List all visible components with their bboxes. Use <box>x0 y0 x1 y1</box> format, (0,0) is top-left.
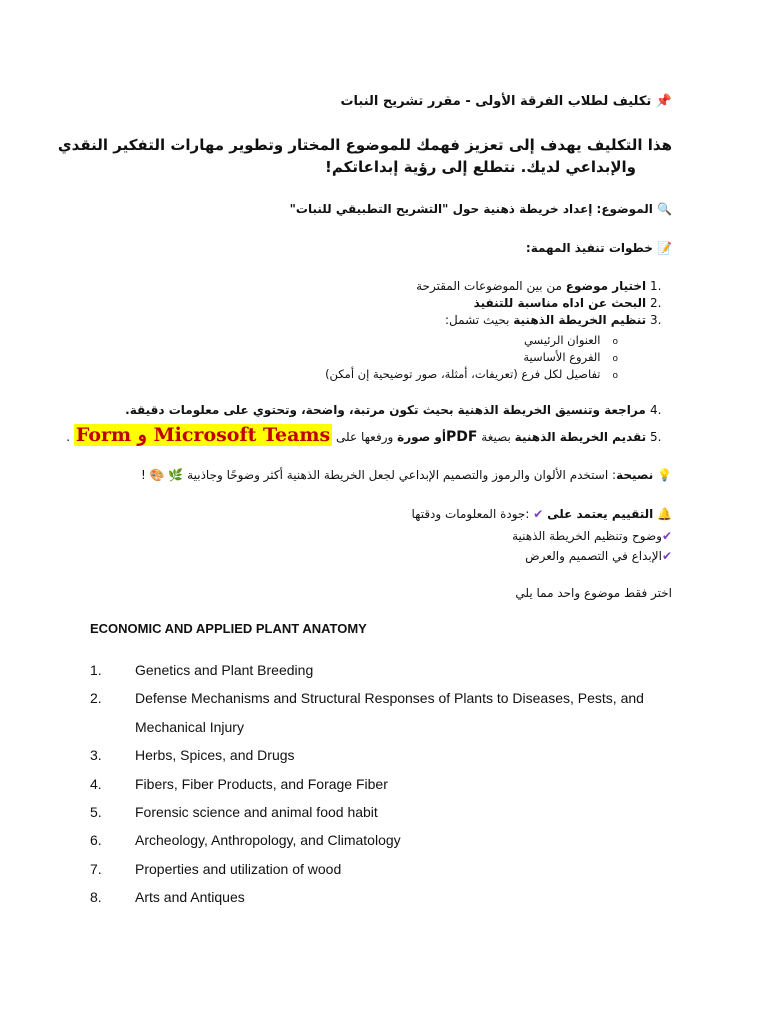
evaluation-line <box>412 507 672 521</box>
list-item: 7. Properties and utilization of wood <box>90 860 342 877</box>
evaluation-first: :جودة المعلومات ودقتها <box>411 507 530 521</box>
pdf-label: PDF <box>446 429 478 445</box>
circle-bullet-icon: o <box>612 337 618 347</box>
intro-line-1: هذا التكليف يهدف إلى تعزيز فهمك للموضوع المختار وتطوير مهارات التفكير النقدي <box>57 136 672 154</box>
list-item: 5. Forensic science and animal food habit <box>90 804 378 821</box>
step-4 <box>125 403 672 417</box>
steps-heading <box>526 241 672 255</box>
evaluation-label: التقييم يعتمد على <box>547 507 654 521</box>
steps-heading-text: خطوات تنفيذ المهمة: <box>525 241 653 255</box>
step-1 <box>416 279 672 293</box>
list-item: 1. Genetics and Plant Breeding <box>90 662 314 678</box>
step-number: .2 <box>650 296 662 310</box>
section-heading: ECONOMIC AND APPLIED PLANT ANATOMY <box>90 621 367 636</box>
intro-line-2: والإبداعي لديك. نتطلع إلى رؤية إبداعاتكم! <box>325 158 636 176</box>
step-number: .1 <box>650 279 662 293</box>
step-rest: بحيث تشمل: <box>445 313 514 327</box>
choose-instruction: اختر فقط موضوع واحد مما يلي <box>515 586 672 600</box>
list-item: 8. Arts and Antiques <box>90 889 245 906</box>
checkmark-icon: ✔ <box>533 507 544 521</box>
evaluation-item: ✔الإبداع في التصميم والعرض <box>525 549 672 563</box>
tip-text: : استخدم الألوان والرموز والتصميم الإبداعي لجعل الخريطة الذهنية أكثر وضوحًا وجاذبية 🌿 🎨 ! <box>141 468 617 482</box>
sub-item: oالفروع الأساسية <box>523 350 618 364</box>
circle-bullet-icon: o <box>612 354 618 364</box>
step-number: .5 <box>650 430 662 444</box>
list-item: 6. Archeology, Anthropology, and Climatology <box>90 832 401 849</box>
step-2 <box>474 296 672 310</box>
topic-line <box>290 202 672 216</box>
evaluation-item: ✔وضوح وتنظيم الخريطة الذهنية <box>512 529 672 543</box>
list-item: 2. Defense Mechanisms and Structural Responses of Plants to Diseases, Pests, and Mechanical Injury <box>90 690 644 735</box>
bell-icon: 🔔 <box>657 507 672 521</box>
step-number: .3 <box>650 313 662 327</box>
tip-label: نصيحة <box>616 468 654 482</box>
step-bold: تنظيم الخريطة الذهنية <box>513 313 647 327</box>
topic-list <box>90 656 675 912</box>
assignment-title-text: تكليف لطلاب الفرقة الأولى - مقرر تشريح النبات <box>340 94 652 109</box>
circle-bullet-icon: o <box>612 371 618 381</box>
step-5-bold: تقديم الخريطة الذهنية <box>514 430 647 444</box>
pin-icon: 📌 <box>655 94 672 109</box>
sub-item: oتفاصيل لكل فرع (تعريفات، أمثلة، صور توضيحية إن أمكن) <box>325 367 618 381</box>
tip-line <box>141 468 672 482</box>
memo-icon: 📝 <box>657 241 672 255</box>
or-image-label: أو صورة <box>397 430 446 444</box>
step-4-text: مراجعة وتنسيق الخريطة الذهنية بحيث تكون مرتبة، واضحة، وتحتوي على معلومات دقيقة. <box>125 403 646 417</box>
intro-paragraph <box>58 134 672 178</box>
list-item: 4. Fibers, Fiber Products, and Forage Fiber <box>90 775 388 792</box>
checkmark-icon: ✔ <box>661 549 672 563</box>
step-bold: البحث عن اداه مناسبة للتنفيذ <box>473 296 647 310</box>
step-5: .5 تقديم الخريطة الذهنية بصيغة PDFأو صورة ورفعها على Microsoft Teams و Form . <box>66 424 672 446</box>
step-3 <box>445 313 672 327</box>
magnifier-icon: 🔍 <box>657 202 672 216</box>
teams-highlight: Microsoft Teams و Form <box>75 424 331 446</box>
step-rest: من بين الموضوعات المقترحة <box>416 279 566 293</box>
step-number: .4 <box>650 403 662 417</box>
topic-text: الموضوع: إعداد خريطة ذهنية حول "التشريح التطبيقي للنبات" <box>289 202 653 216</box>
checkmark-icon: ✔ <box>661 529 672 543</box>
assignment-title <box>340 94 672 109</box>
lightbulb-icon: 💡 <box>657 468 672 482</box>
sub-item: oالعنوان الرئيسي <box>523 333 618 347</box>
step-bold: اختيار موضوع <box>565 279 647 293</box>
list-item: 3. Herbs, Spices, and Drugs <box>90 747 295 764</box>
